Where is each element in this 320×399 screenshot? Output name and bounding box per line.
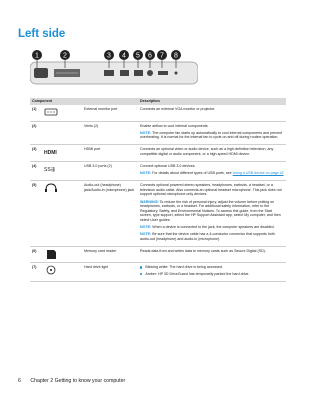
row-number: (2) [30, 121, 42, 145]
component-description [138, 181, 286, 247]
external-monitor-port-icon [44, 107, 58, 117]
description-paragraph: Connect optional USB 3.0 devices. [140, 164, 196, 169]
row-number: (1) [30, 105, 42, 121]
laptop-left-side-figure [30, 48, 198, 90]
component-description [138, 246, 286, 263]
row-icon-cell [42, 105, 82, 121]
table-row [30, 162, 286, 181]
component-description [138, 121, 286, 145]
component-name: HDMI port [82, 145, 138, 162]
description-paragraph: Connects optional powered stereo speakers, headphones, earbuds, a headset, or a television audio cable. Also connects an optional headset microphone. This jack does not support optional microphone-only devices. [140, 183, 282, 197]
bullet-item [140, 272, 284, 277]
page-footer [18, 378, 125, 384]
bullet-text: Blinking white: The hard drive is being accessed. [145, 265, 224, 270]
memory-card-icon [44, 249, 58, 259]
row-number: (6) [30, 246, 42, 263]
component-name: Memory card reader [82, 246, 138, 263]
row-number: (3) [30, 145, 42, 162]
svg-text:8: 8 [174, 52, 178, 60]
svg-text:SS⇶: SS⇶ [44, 167, 55, 174]
component-description [138, 162, 286, 181]
table-row [30, 181, 286, 247]
col-description-header: Description [138, 98, 286, 105]
description-paragraph [140, 200, 284, 223]
bullet-text: Amber: HP 3D DriveGuard has temporarily parked the hard drive. [145, 271, 250, 276]
svg-text:5: 5 [136, 52, 140, 60]
note-label: NOTE: [140, 130, 152, 135]
page-number: 6 [18, 378, 21, 384]
description-paragraph: Reads data from and writes data to memory cards such as Secure Digital (SD). [140, 248, 266, 253]
headphone-mic-icon [44, 183, 58, 193]
hdmi-icon [44, 147, 58, 157]
component-name: USB 3.0 ports (2) [82, 162, 138, 181]
svg-text:1: 1 [35, 52, 39, 60]
table-row [30, 121, 286, 145]
note-label: NOTE: [140, 171, 152, 176]
row-number: (7) [30, 263, 42, 281]
note-label: WARNING! [140, 199, 159, 204]
note-text: Be sure that the device cable has a 4-conductor connector that supports both audio-out (headphone) and audio-in (microphone). [140, 232, 275, 241]
description-paragraph [140, 232, 284, 241]
row-number: (5) [30, 181, 42, 247]
usb3-icon [44, 164, 58, 174]
section-title: Left side [18, 28, 66, 40]
col-component-header: Component [30, 98, 138, 105]
component-name: Vents (2) [82, 121, 138, 145]
row-icon-cell [42, 121, 82, 145]
row-icon-cell [42, 263, 82, 281]
row-icon-cell [42, 246, 82, 263]
svg-text:4: 4 [122, 52, 126, 60]
bullet-dot [140, 266, 142, 268]
table-row [30, 145, 286, 162]
note-text: To reduce the risk of personal injury, adjust the volume before putting on headphones, earbuds, or a headset. For additional safety information, refer to the Regulatory, Safety, and Environmental Notices. To access this guide, from the Start screen, type support, select the HP Support Assistant app, select My computer, and then select User guides. [140, 199, 281, 222]
chapter-label: Chapter 2 Getting to know your computer [30, 378, 126, 384]
cross-reference-link[interactable]: Using a USB device on page 42 [232, 171, 284, 176]
description-paragraph [140, 171, 284, 176]
bullet-item [140, 265, 284, 270]
component-table [30, 98, 286, 282]
svg-text:6: 6 [148, 52, 152, 60]
hard-drive-icon [44, 265, 58, 275]
svg-text:3: 3 [107, 52, 111, 60]
row-icon-cell [42, 181, 82, 247]
description-paragraph: Connects an optional video or audio device, such as a high-definition television, any compatible digital or audio component, or a high-speed HDMI device. [140, 147, 274, 156]
bullet-dot [140, 273, 142, 275]
component-name: Hard drive light [82, 263, 138, 281]
row-icon-cell [42, 162, 82, 181]
note-text: The computer fan starts up automatically to cool internal components and prevent overheating. It is normal for the internal fan to cycle on and off during routine operation. [140, 130, 282, 140]
svg-text:2: 2 [63, 52, 67, 60]
component-description [138, 145, 286, 162]
description-paragraph: Connects an external VGA monitor or projector. [140, 107, 216, 111]
description-paragraph: Enable airflow to cool internal components. [140, 123, 209, 128]
component-description [138, 105, 286, 121]
component-name: External monitor port [82, 105, 138, 121]
table-row [30, 105, 286, 121]
description-paragraph [140, 131, 284, 140]
table-row [30, 246, 286, 263]
description-paragraph [140, 225, 284, 230]
row-icon-cell [42, 145, 82, 162]
component-name: Audio-out (headphone) jack/Audio-in (microphone) jack [82, 181, 138, 247]
svg-text:HDMI: HDMI [44, 150, 57, 157]
note-label: NOTE: [140, 232, 152, 237]
note-text: When a device is connected to the jack, the computer speakers are disabled. [152, 225, 275, 229]
note-label: NOTE: [140, 225, 152, 229]
table-row [30, 263, 286, 281]
note-text: For details about different types of USB ports, see [152, 171, 232, 176]
row-number: (4) [30, 162, 42, 181]
svg-text:7: 7 [160, 52, 164, 60]
component-description [138, 263, 286, 281]
